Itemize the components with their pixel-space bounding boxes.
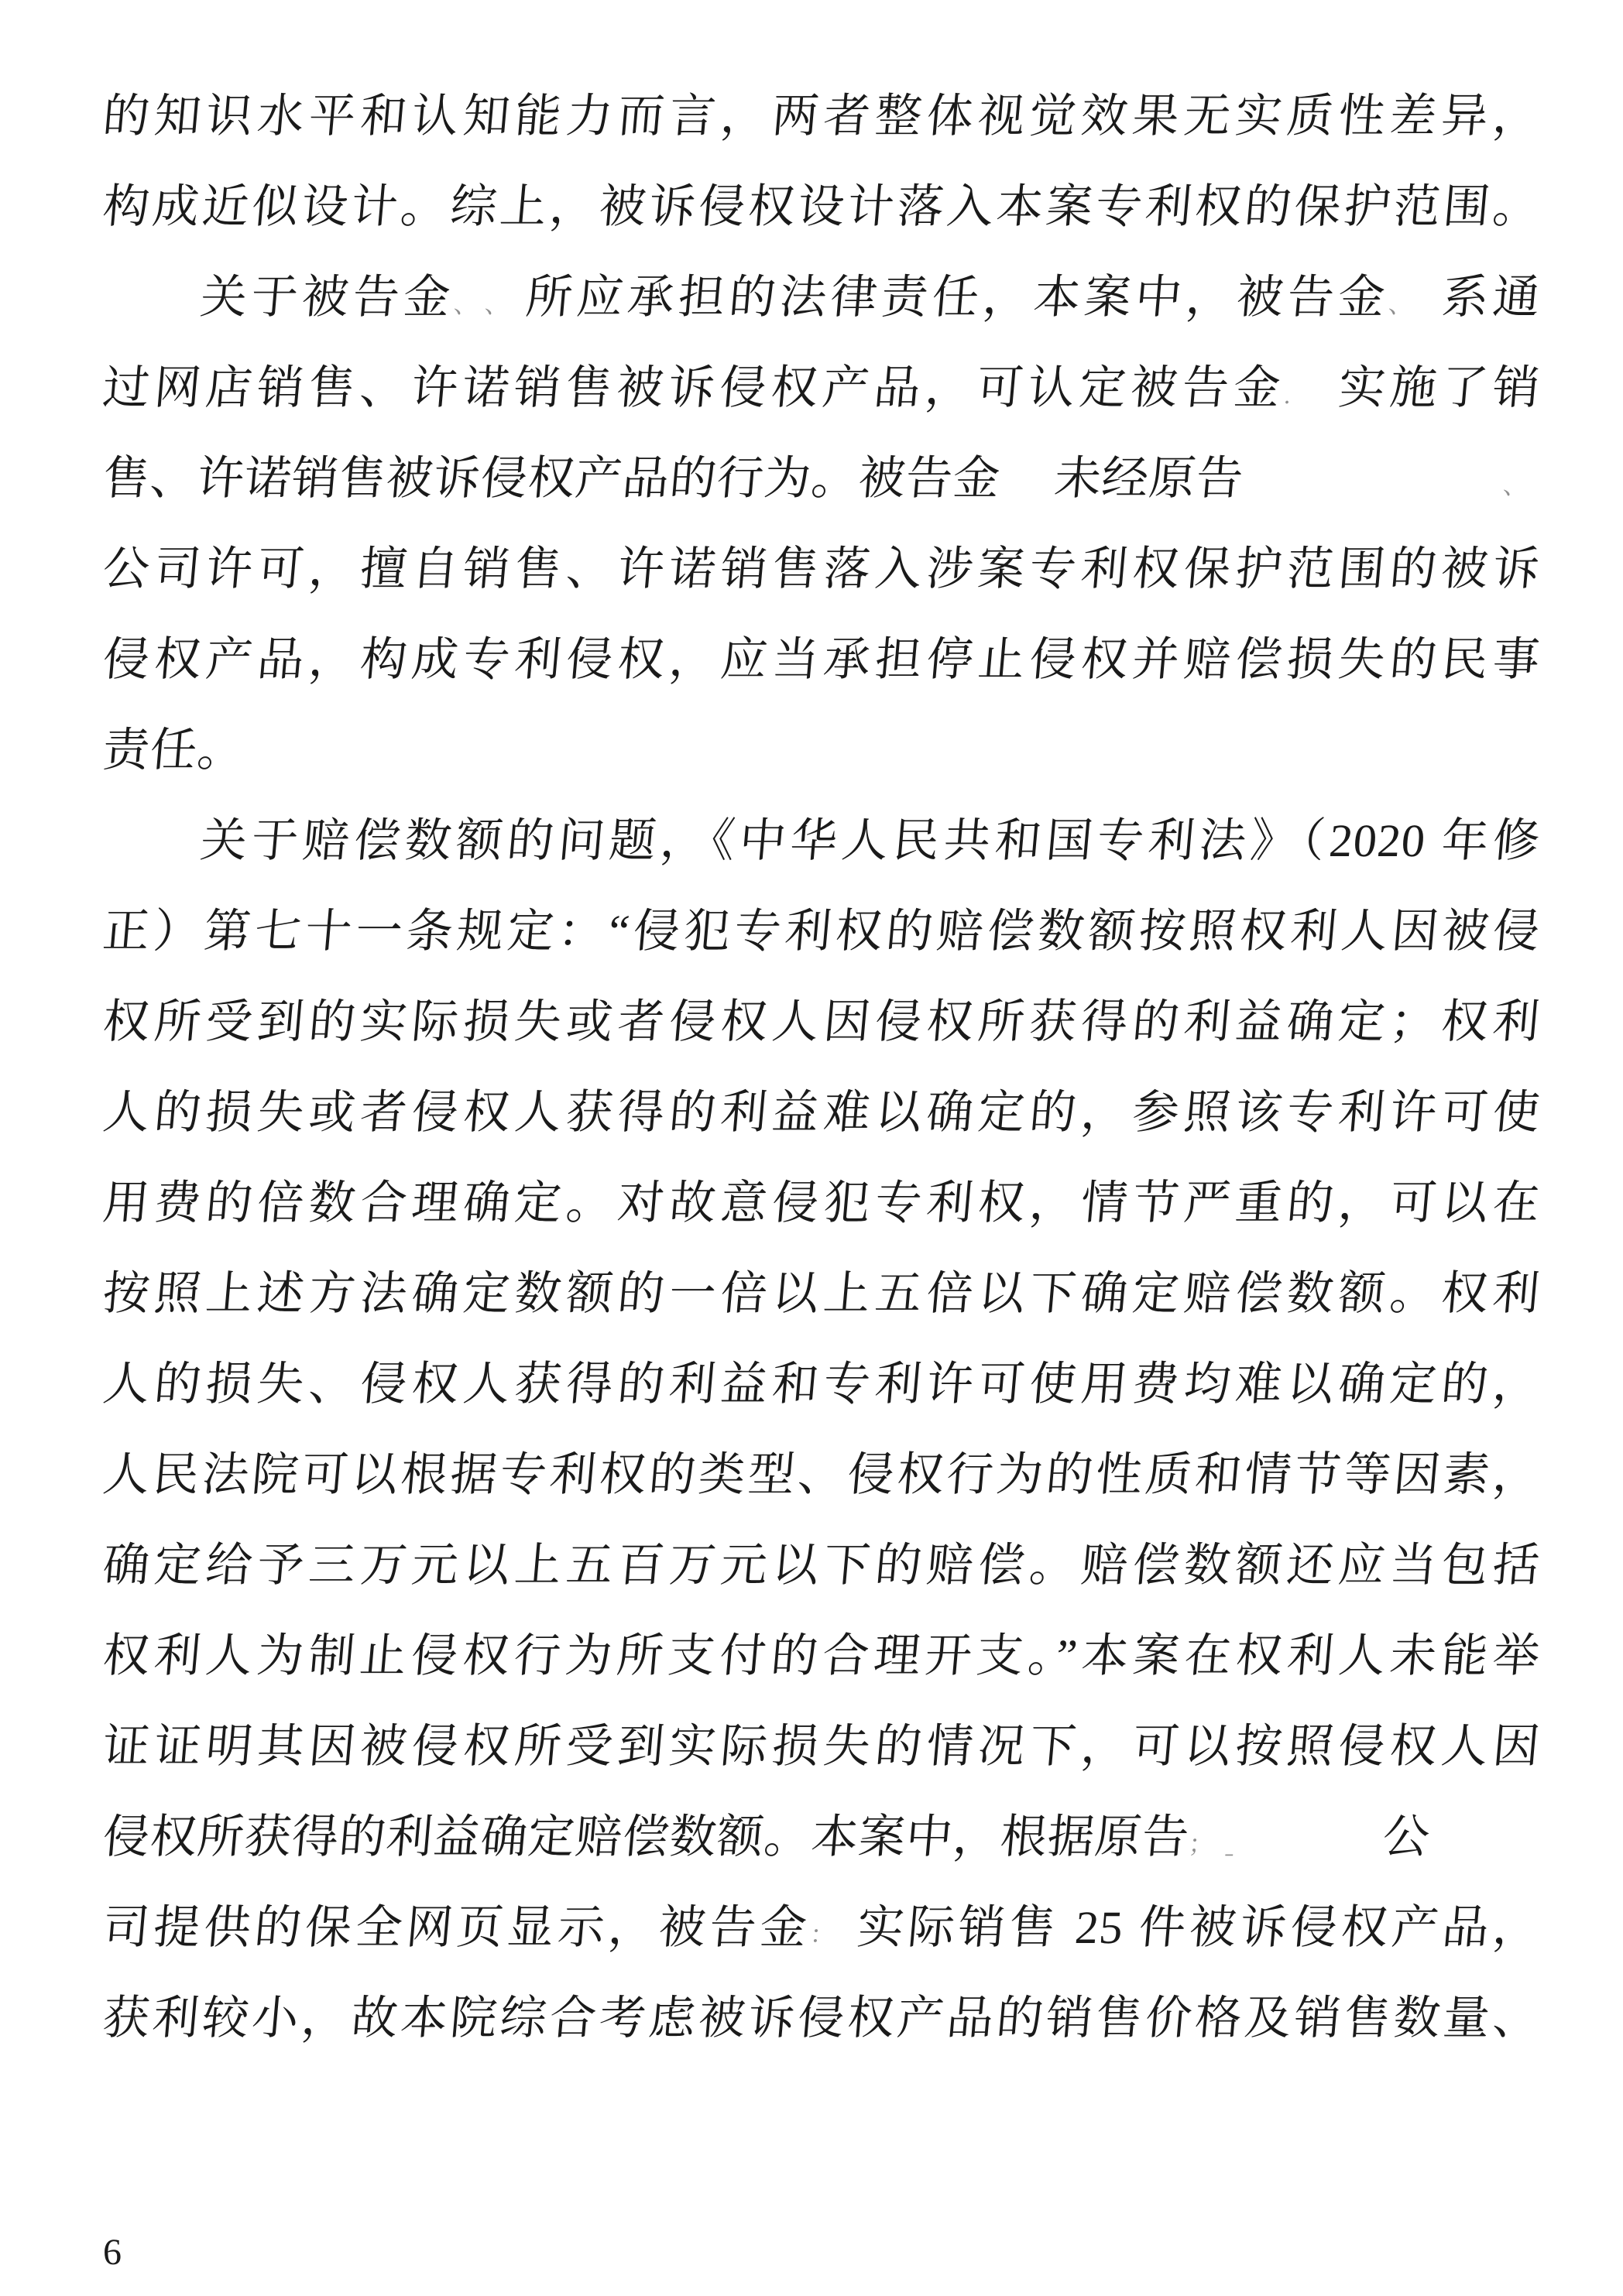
redacted-name-gap [1185,1792,1387,1890]
line-text: 正）第七十一条规定：“侵犯专利权的赔偿数额按照权利人因被侵 [101,906,1542,957]
text-line [99,796,1544,886]
line-text: 关于被告金 [198,272,457,323]
line-text: 所应承担的法律责任，本案中，被告金 [520,272,1391,323]
text-line [99,1792,1544,1883]
line-text: 未经原告 [1052,453,1246,504]
line-text: 获利较小，故本院综合考虑被诉侵权产品的销售价格及销售数量、 [101,1993,1542,2044]
text-line [99,1430,1544,1520]
line-text: 人的损失或者侵权人获得的利益难以确定的，参照该专利许可使 [101,1087,1542,1138]
text-line [99,1249,1544,1339]
redaction-residue-mark: ： [808,1921,849,1948]
line-text: 按照上述方法确定数额的一倍以上五倍以下确定赔偿数额。权利 [101,1268,1542,1319]
text-line [99,343,1544,433]
line-text: 证证明其因被侵权所受到实际损失的情况下，可以按照侵权人因 [101,1721,1542,1772]
line-text: 构成近似设计。综上，被诉侵权设计落入本案专利权的保护范围。 [101,181,1542,232]
line-text: 人民法院可以根据专利权的类型、侵权行为的性质和情节等因素， [101,1449,1542,1500]
text-line [99,1158,1544,1249]
text-line [99,1520,1544,1611]
line-text: 人的损失、侵权人获得的利益和专利许可使用费均难以确定的， [101,1359,1542,1410]
line-text: 权所受到的实际损失或者侵权人因侵权所获得的利益确定；权利 [101,996,1542,1047]
judgment-text-block [103,71,1540,2064]
text-line [99,1611,1544,1701]
line-text: 公司许可，擅自销售、许诺销售落入涉案专利权保护范围的被诉 [101,543,1542,595]
redacted-name-gap [806,1883,858,1980]
text-line [99,71,1544,162]
line-text: 司提供的保全网页显示，被告金 [101,1902,813,1953]
line-text: 实际销售 25 件被诉侵权产品， [852,1902,1542,1953]
line-text: 售、许诺销售被诉侵权产品的行为。被告金 [101,453,1003,504]
line-text: 权利人为制止侵权行为所支付的合理开支。”本案在权利人未能举 [101,1630,1542,1681]
redaction-residue-mark: . [1283,381,1305,409]
redaction-residue-mark: 、 [1501,471,1542,499]
redaction-residue-mark: 、 [1387,290,1427,318]
text-line [99,886,1544,977]
text-line [99,1067,1544,1158]
line-text: 用费的倍数合理确定。对故意侵犯专利权，情节严重的，可以在 [101,1177,1542,1229]
redacted-name-gap [450,252,527,350]
redacted-name-gap [1385,252,1443,350]
line-text: 的知识水平和认知能力而言，两者整体视觉效果无实质性差异， [101,91,1542,142]
redacted-name-gap [1239,433,1549,531]
line-text: 确定给予三万元以上五百万元以下的赔偿。赔偿数额还应当包括 [101,1540,1542,1591]
line-text: 系通 [1436,272,1542,323]
text-line [99,1339,1544,1430]
redacted-name-gap [1281,343,1339,440]
text-line [99,433,1544,524]
line-text: 公 [1381,1811,1433,1863]
line-text: 侵权所获得的利益确定赔偿数额。本案中，根据原告 [101,1811,1192,1863]
text-line [99,252,1544,343]
text-line [99,1701,1544,1792]
text-line [99,1883,1544,1973]
line-text: 关于赔偿数额的问题，《中华人民共和国专利法》（2020 年修 [198,815,1542,866]
text-line [99,977,1544,1067]
text-line [99,162,1544,252]
line-text: 实施了销 [1332,362,1542,413]
text-line [99,524,1544,615]
line-text: 侵权产品，构成专利侵权，应当承担停止侵权并赔偿损失的民事 [101,634,1542,685]
line-text: 责任。 [101,725,247,776]
redaction-residue-mark: 、、 [452,290,523,318]
text-line [99,1973,1544,2064]
text-line [99,705,1544,796]
line-text: 过网店销售、许诺销售被诉侵权产品，可认定被告金 [101,362,1288,413]
text-line [99,615,1544,705]
page-number: 6 [103,2232,122,2273]
redaction-residue-mark: ；ˍ [1187,1830,1248,1858]
